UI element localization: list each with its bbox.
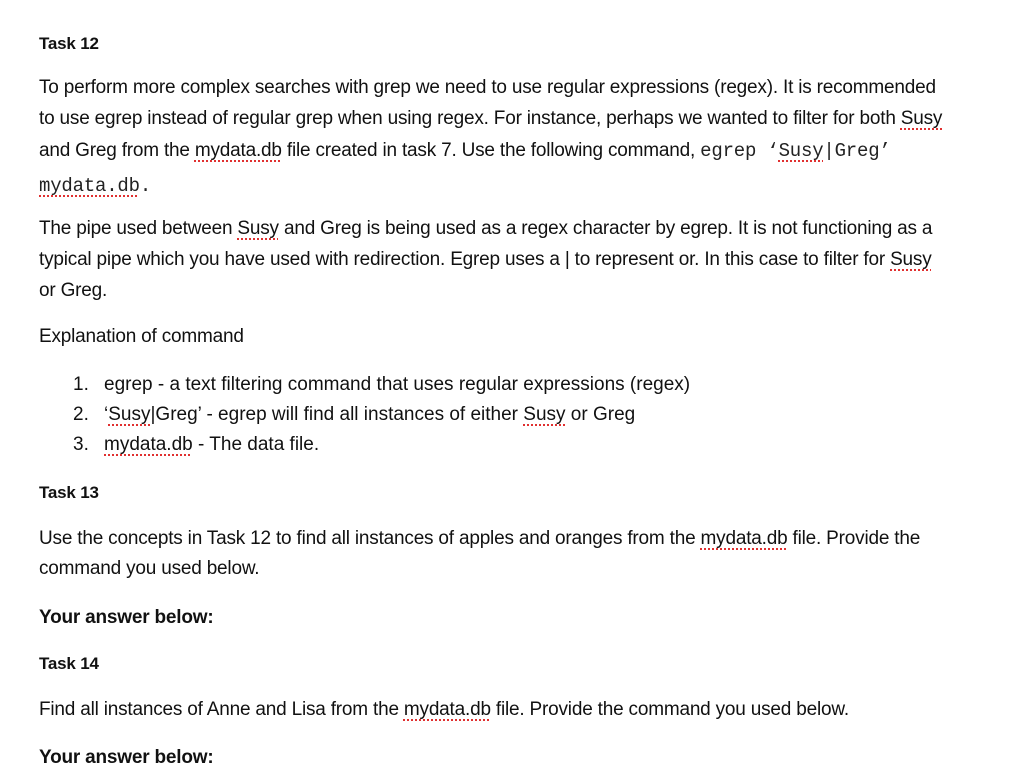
list-item: 1. egrep - a text filtering command that uses regular expressions (regex) bbox=[73, 374, 691, 395]
task14-heading: Task 14 bbox=[39, 654, 99, 673]
task13-line2: command you used below. bbox=[39, 558, 260, 579]
command-filename: mydata.db bbox=[39, 175, 140, 197]
spellcheck-word: mydata.db bbox=[194, 140, 282, 161]
task12-para1-line4: mydata.db. bbox=[39, 175, 152, 197]
explanation-label: Explanation of command bbox=[39, 326, 244, 347]
task12-para2-line2: typical pipe which you have used with redirection. Egrep uses a | to represent or. In this case to filter for Susy bbox=[39, 249, 932, 270]
spellcheck-word: Susy bbox=[900, 108, 943, 129]
list-item: 3. mydata.db - The data file. bbox=[73, 434, 320, 455]
task12-para1-line1: To perform more complex searches with grep we need to use regular expressions (regex). It is recommended bbox=[39, 77, 936, 98]
task12-para1-line2: to use egrep instead of regular grep when using regex. For instance, perhaps we wanted to filter for both Susy bbox=[39, 108, 943, 129]
task13-heading: Task 13 bbox=[39, 483, 99, 502]
task12-para2-line1: The pipe used between Susy and Greg is being used as a regex character by egrep. It is not functioning as a bbox=[39, 218, 933, 239]
task12-heading: Task 12 bbox=[39, 34, 99, 53]
task13-line1: Use the concepts in Task 12 to find all instances of apples and oranges from the mydata.db file. Provide the bbox=[39, 528, 921, 549]
task14-line1: Find all instances of Anne and Lisa from the mydata.db file. Provide the command you used below. bbox=[39, 699, 849, 720]
task12-para2-line3: or Greg. bbox=[39, 280, 108, 301]
list-item: 2. ‘Susy|Greg’ - egrep will find all instances of either Susy or Greg bbox=[73, 404, 636, 425]
task12-para1-line3: and Greg from the mydata.db file created in task 7. Use the following command, egrep ‘Susy|Greg’ bbox=[39, 140, 891, 162]
command-code: egrep ‘Susy|Greg’ bbox=[700, 140, 891, 162]
task14-answer-label: Your answer below: bbox=[39, 747, 214, 768]
task13-answer-label: Your answer below: bbox=[39, 607, 214, 628]
